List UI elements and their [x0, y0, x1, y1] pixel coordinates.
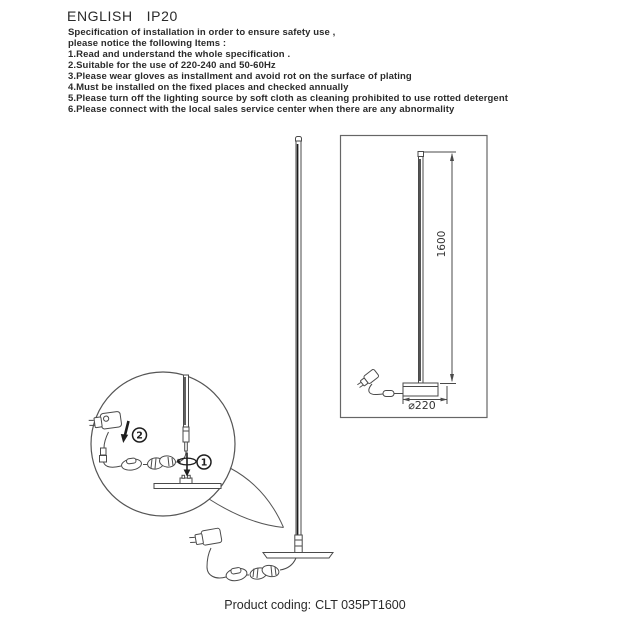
product-coding	[0, 598, 630, 612]
detail-dc-connector	[100, 456, 107, 463]
panel-power-cord	[369, 384, 383, 395]
detail-base-hub	[180, 478, 192, 484]
floor-lamp-drawing	[189, 137, 333, 583]
base-diameter-label: ⌀220	[408, 399, 436, 412]
detail-pole	[184, 375, 189, 427]
product-code: CLT 035PT1600	[315, 598, 406, 612]
power-plug	[189, 528, 223, 548]
spec-item-5: 5.Please turn off the lighting source by soft cloth as cleaning prohibited to use rotted detergent	[68, 93, 508, 104]
detail-dc-connector	[101, 448, 107, 455]
balloon-tail	[209, 499, 284, 528]
step-1-number: 1	[200, 457, 208, 469]
language-label: ENGLISH	[67, 8, 133, 24]
spec-intro-line-2: please notice the following Items :	[68, 38, 227, 49]
height-dimension	[424, 152, 456, 384]
inline-switch	[225, 567, 248, 582]
power-cord	[280, 558, 296, 570]
dimension-panel	[341, 136, 488, 418]
balloon-tail	[230, 468, 284, 528]
spec-item-2: 2.Suitable for the use of 220-240 and 50-60Hz	[68, 60, 276, 71]
panel-lamp-cap	[418, 152, 424, 157]
detail-base-plate	[154, 484, 221, 489]
cord-connector	[249, 564, 280, 581]
spec-item-4: 4.Must be installed on the fixed places and checked annually	[68, 82, 349, 93]
ip-rating-label: IP20	[146, 8, 178, 24]
lamp-base	[263, 553, 333, 559]
step-1-badge	[197, 455, 211, 469]
step-2-number: 2	[136, 430, 143, 442]
height-dimension-label: 1600	[436, 230, 448, 258]
panel-border	[341, 136, 488, 418]
balloon-circle	[91, 372, 235, 516]
panel-lamp-base	[403, 383, 438, 396]
panel-power-plug	[356, 369, 380, 390]
product-coding-label: Product coding:	[224, 598, 312, 612]
lamp-pole	[296, 141, 301, 553]
lamp-pole-sleeve	[295, 535, 302, 553]
step-2-badge	[133, 428, 147, 442]
spec-item-3: 3.Please wear gloves as installment and avoid rot on the surface of plating	[68, 71, 412, 82]
spec-item-1: 1.Read and understand the whole specification .	[68, 49, 291, 60]
detail-pole-sleeve	[183, 427, 189, 442]
spec-intro-line-1: Specification of installation in order to ensure safety use ,	[68, 27, 336, 38]
panel-inline-switch	[383, 391, 394, 397]
spec-item-6: 6.Please connect with the local sales service center when there are any abnormality	[68, 104, 455, 115]
